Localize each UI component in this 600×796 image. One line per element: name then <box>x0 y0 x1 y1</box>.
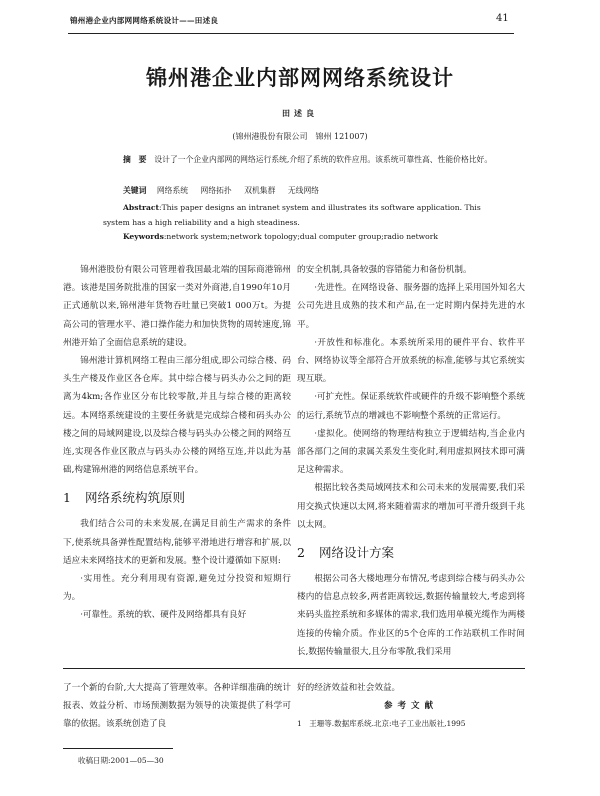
right-column <box>297 261 525 661</box>
section-title: 网络系统构筑原则 <box>84 490 185 506</box>
running-head: 锦州港企业内部网网络系统设计——田述良 <box>70 16 219 25</box>
paragraph: ·开放性和标准化。本系统所采用的硬件平台、软件平台、网络协议等全部符合开放系统的标准,能够与其它系统实现互联。 <box>297 337 525 385</box>
section-number: 2 <box>297 545 305 561</box>
left-column <box>63 261 291 625</box>
affiliation: (锦州港股份有限公司 锦州 121007) <box>232 132 368 141</box>
page-number: 41 <box>496 13 509 24</box>
keyword-cn: 无线网络 <box>287 186 320 195</box>
keywords-cn-label: 关键词 <box>123 186 147 195</box>
paragraph: 好的经济效益和社会效益。 <box>297 683 401 693</box>
abstract-en-label: Abstract <box>123 203 160 212</box>
keyword-cn: 网络拓扑 <box>200 186 232 195</box>
keywords-en-label: Keywords <box>123 232 164 241</box>
abstract-cn-label: 摘 要 <box>123 155 147 164</box>
received-date: 收稿日期:2001—05—30 <box>78 756 164 765</box>
abstract-en <box>103 200 493 230</box>
footnote-rule <box>63 748 173 749</box>
bottom-left-column <box>63 679 291 734</box>
keyword-cn: 双机集群 <box>244 186 276 195</box>
paragraph: 了一个新的台阶,大大提高了管理效率。各种详细准确的统计报表、效益分析、市场预测数据为领导的决策提供了科学可靠的依据。该系统创造了良 <box>63 683 291 730</box>
section-number: 1 <box>63 490 71 506</box>
keyword-cn: 网络系统 <box>156 186 189 195</box>
paragraph: 锦州港计算机网络工程由三部分组成,即公司综合楼、码头生产楼及作业区各仓库。其中综合楼与码头办公之间的距离为4km;各作业区分布比较零散,并且与综合楼的距离较远。本网络系统建设的主要任务就是完成综合楼和码头办公楼之间的局域网建设,以及综合楼与码头办公楼之间的网络互连,实现各作业区散点与码头办公楼的网络互连,并以此为基础,构建锦州港的网络信息系统平台。 <box>63 356 291 476</box>
paragraph: ·可扩充性。保证系统软件或硬件的升级不影响整个系统的运行,系统节点的增减也不影响整个系统的正常运行。 <box>297 392 525 421</box>
paragraph: 我们结合公司的未来发展,在满足目前生产需求的条件下,使系统具备弹性配置结构,能够平滑地进行增容和扩展,以适应未来网络技术的更新和发展。整个设计遵循如下原则: <box>63 519 291 566</box>
keywords-cn <box>103 183 493 198</box>
reference-item: 1 王珊等.数据库系统.北京:电子工业出版社,1995 <box>297 719 466 729</box>
keywords-en <box>103 229 493 244</box>
abstract-cn-text: 设计了一个企业内部网的网络运行系统,介绍了系统的软件应用。该系统可靠性高、性能价格比好。 <box>154 155 493 164</box>
section-heading-1 <box>63 487 291 509</box>
references-title: 参考文献 <box>383 701 438 712</box>
paragraph: ·实用性。充分利用现有资源,避免过分投资和短期行为。 <box>63 574 291 603</box>
author: 田述良 <box>282 108 318 118</box>
paragraph: ·先进性。在网络设备、服务器的选择上采用国外知名大公司先进且成熟的技术和产品,在一定时期内保持先进的水平。 <box>297 283 525 330</box>
paragraph: 根据比较各类局域网技术和公司未来的发展需要,我们采用交换式快速以太网,将来随着需求的增加可平滑升级到千兆以太网。 <box>297 483 525 530</box>
paragraph: 锦州港股份有限公司管理着我国最北端的国际商港锦州港。该港是国务院批准的国家一类对外商港,自1990年10月正式通航以来,锦州港年货物吞吐量已突破1 000万t。为提高公司的管理水平、港口操作能力和加快货物的周转速度,锦州港开始了全面信息系统的建设。 <box>63 265 291 348</box>
paragraph: ·可靠性。系统的软、硬件及网络都具有良好 <box>80 610 247 621</box>
paragraph: 根据公司各大楼地理分布情况,考虑到综合楼与码头办公楼内的信息点较多,两者距离较远,数据传输量较大,考虑到将来码头监控系统和多媒体的需求,我们选用单模光缆作为两楼连接的传输介质。作业区的5个仓库的工作站联机工作时间长,数据传输量很大,且分布零散,我们采用 <box>297 574 525 657</box>
bottom-right-column <box>297 679 525 734</box>
keywords-en-text: :network system;network topology;dual computer group;radio network <box>163 232 438 241</box>
header-rule <box>68 33 514 34</box>
paragraph: 的安全机制,具备较强的容错能力和备份机制。 <box>297 265 472 275</box>
article-title: 锦州港企业内部网网络系统设计 <box>146 65 454 90</box>
section-heading-2 <box>297 542 525 564</box>
mid-rule <box>63 668 525 669</box>
abstract-cn <box>103 152 493 167</box>
abstract-en-text: :This paper designs an intranet system and illustrates its software application. This system has a high reliability and a high steadiness. <box>103 203 481 227</box>
paragraph: ·虚拟化。使网络的物理结构独立于逻辑结构,当企业内部各部门之间的隶属关系发生变化时,利用虚拟网技术即可满足这种需求。 <box>297 428 525 476</box>
section-title: 网络设计方案 <box>318 545 394 561</box>
